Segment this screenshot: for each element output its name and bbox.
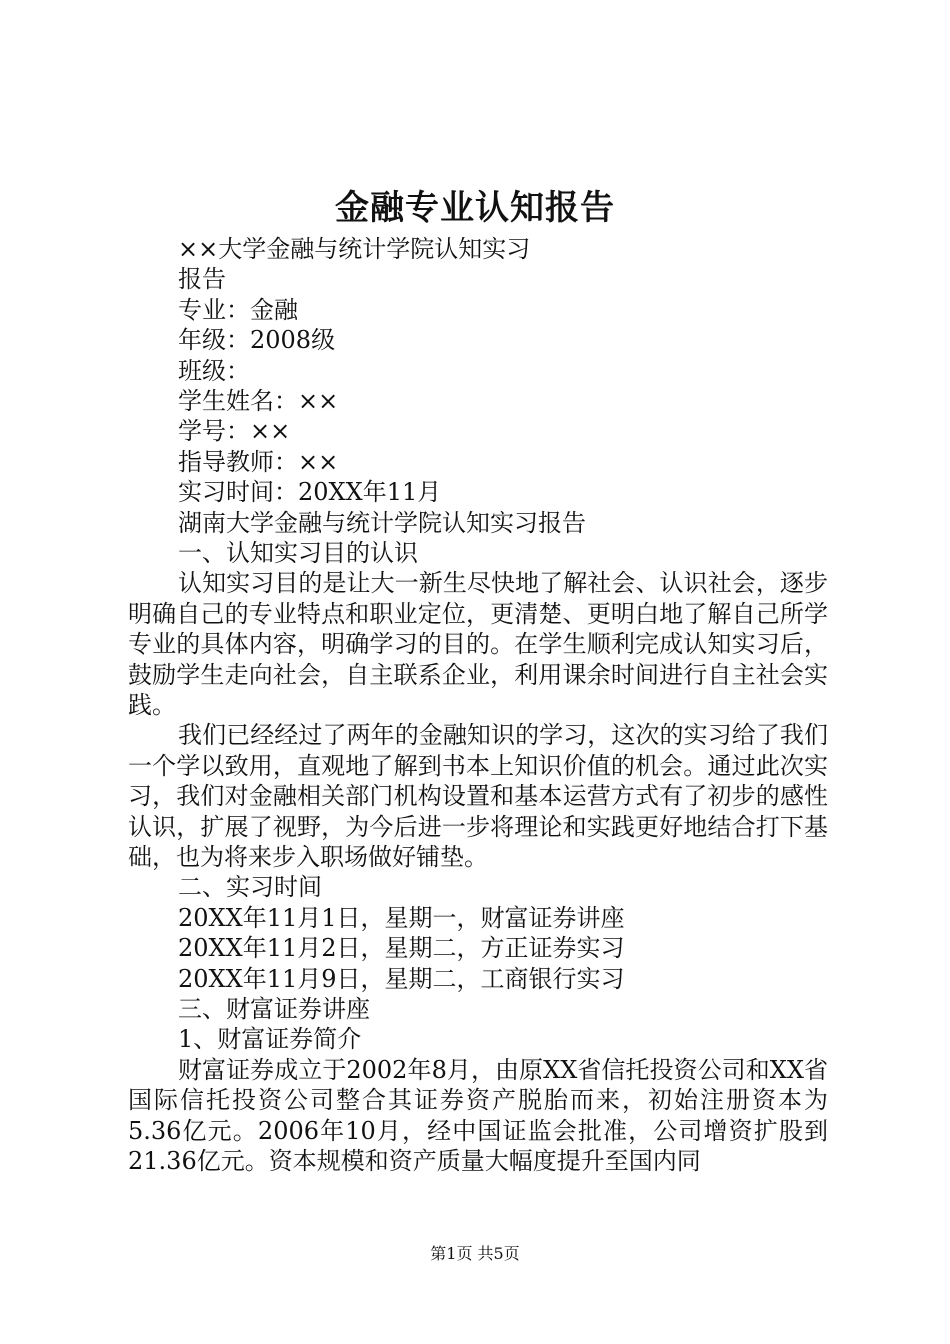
section-3-heading: 三、财富证券讲座 xyxy=(178,994,370,1023)
report-subtitle: 湖南大学金融与统计学院认知实习报告 xyxy=(178,508,586,537)
student-name-field: 学生姓名：×× xyxy=(178,386,339,415)
schedule-item: 20XX年11月2日，星期二，方正证券实习 xyxy=(178,934,625,963)
advisor-field: 指导教师：×× xyxy=(178,447,339,476)
major-field: 专业：金融 xyxy=(178,295,298,324)
paragraph-purpose: 认知实习目的是让大一新生尽快地了解社会、认识社会，逐步明确自己的专业特点和职业定位，更清楚、更明白地了解自己所学专业的具体内容，明确学习的目的。在学生顺利完成认知实习后，鼓励学生走向社会，自主联系企业，利用课余时间进行自主社会实践。 xyxy=(128,569,828,719)
schedule-item: 20XX年11月1日，星期一，财富证券讲座 xyxy=(178,903,625,932)
student-id-field: 学号：×× xyxy=(178,417,291,446)
section-2-heading: 二、实习时间 xyxy=(178,873,322,902)
section-1-heading: 一、认知实习目的认识 xyxy=(178,538,418,567)
paragraph-company-intro: 财富证券成立于2002年8月，由原XX省信托投资公司和XX省国际信托投资公司整合其证券资产脱胎而来，初始注册资本为5.36亿元。2006年10月，经中国证监会批准，公司增资扩股到21.36亿元。资本规模和资产质量大幅度提升至国内同 xyxy=(128,1055,828,1175)
report-label: 报告 xyxy=(178,265,226,294)
internship-time-field: 实习时间：20XX年11月 xyxy=(178,478,442,507)
page-footer: 第1页 共5页 xyxy=(430,1244,520,1263)
subsection-heading: 1、财富证券简介 xyxy=(178,1025,362,1054)
document-title: 金融专业认知报告 xyxy=(335,188,615,228)
class-field: 班级： xyxy=(178,356,250,385)
schedule-item: 20XX年11月9日，星期二，工商银行实习 xyxy=(178,964,625,993)
paragraph-experience: 我们已经经过了两年的金融知识的学习，这次的实习给了我们一个学以致用，直观地了解到书本上知识价值的机会。通过此次实习，我们对金融相关部门机构设置和基本运营方式有了初步的感性认识，扩展了视野，为今后进一步将理论和实践更好地结合打下基础，也为将来步入职场做好铺垫。 xyxy=(128,721,828,871)
document-body xyxy=(128,234,828,1176)
university-line: ××大学金融与统计学院认知实习 xyxy=(178,235,531,263)
grade-field: 年级：2008级 xyxy=(178,326,336,355)
